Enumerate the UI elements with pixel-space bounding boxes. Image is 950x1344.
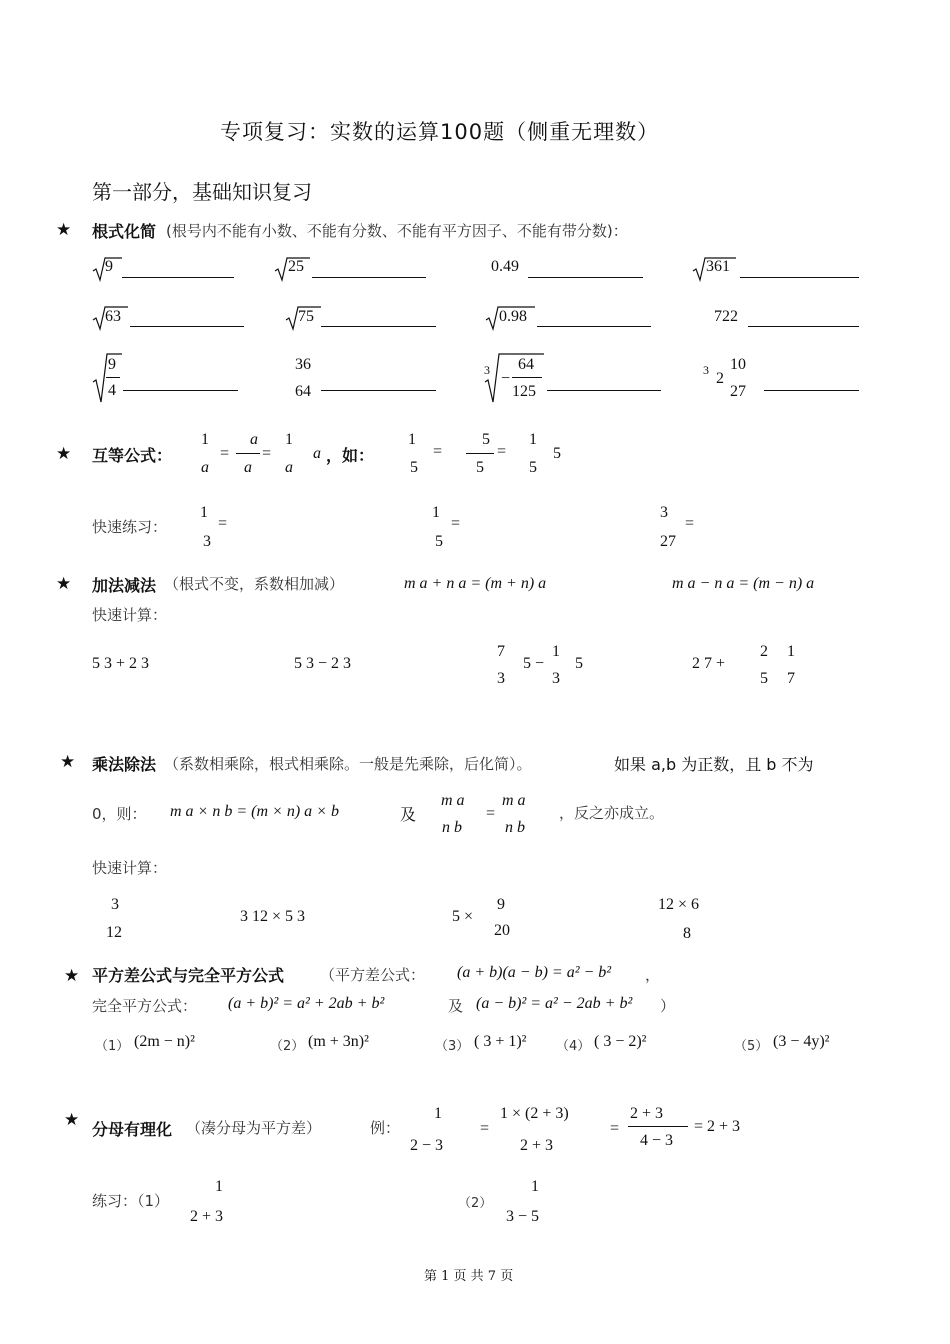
equals-sign: = bbox=[685, 515, 695, 532]
fraction-numerator: 1 × (2 + 3) bbox=[500, 1105, 569, 1122]
fraction-bar bbox=[466, 453, 494, 454]
fraction-denominator: 4 − 3 bbox=[640, 1132, 674, 1149]
equals-sign: = bbox=[451, 515, 461, 532]
quick-calc-label: 快速计算： bbox=[92, 859, 168, 877]
example-label: ，如： bbox=[326, 446, 375, 465]
section-note-square: （平方差公式： bbox=[320, 966, 426, 984]
exercise: (2m − n)² bbox=[134, 1033, 195, 1050]
radicand: 5 bbox=[575, 655, 583, 672]
fraction-numerator: 1 bbox=[787, 643, 795, 660]
answer-blank[interactable] bbox=[537, 326, 651, 327]
fraction-numerator: 1 bbox=[552, 643, 560, 660]
item-number: （5） bbox=[734, 1039, 769, 1054]
item-number: （4） bbox=[556, 1039, 591, 1054]
section-heading-add: 加法减法 bbox=[92, 576, 157, 595]
fraction-denominator: a bbox=[244, 459, 252, 476]
exercise: 3 12 × 5 3 bbox=[240, 908, 306, 925]
exercise: ( 3 − 2)² bbox=[594, 1033, 647, 1050]
fraction-bar bbox=[628, 1126, 688, 1127]
exercise-mid: 12 × 6 bbox=[658, 896, 700, 913]
fraction-numerator: 2 + 3 bbox=[630, 1105, 664, 1122]
page-title: 专项复习：实数的运算100题（侧重无理数） bbox=[220, 120, 660, 144]
fraction-numerator: 10 bbox=[730, 356, 746, 373]
radicand: 7 bbox=[787, 670, 795, 687]
exercise-mid: 2 7 + bbox=[692, 655, 726, 672]
fraction-numerator: 1 bbox=[408, 431, 416, 448]
fraction-denominator: 4 bbox=[108, 382, 116, 399]
equals-sign: = bbox=[497, 443, 507, 460]
formula-square-minus: (a − b)² = a² − 2ab + b² bbox=[476, 995, 633, 1012]
exercise: ( 3 + 1)² bbox=[474, 1033, 527, 1050]
part-heading: 第一部分，基础知识复习 bbox=[92, 180, 312, 204]
fraction-numerator: 9 bbox=[108, 356, 116, 373]
answer-blank[interactable] bbox=[321, 390, 436, 391]
fraction-denominator: 3 bbox=[203, 533, 211, 550]
answer-blank[interactable] bbox=[130, 326, 244, 327]
fraction-denominator: 5 bbox=[476, 459, 484, 476]
fraction-denominator: 64 bbox=[295, 383, 311, 400]
section-heading-simplify: 根式化简 bbox=[92, 222, 157, 241]
exercise: 5 3 − 2 3 bbox=[294, 655, 352, 672]
radicand: 0.98 bbox=[499, 308, 527, 325]
fraction-numerator: m a bbox=[502, 792, 526, 809]
condition-text: 如果 a,b 为正数，且 b 不为 bbox=[614, 755, 814, 774]
star-icon: ★ bbox=[64, 1110, 80, 1130]
exercise: 5 3 + 2 3 bbox=[92, 655, 150, 672]
radicand: 75 bbox=[298, 308, 314, 325]
exercise-mid: 5 − bbox=[523, 655, 545, 672]
radicand: 63 bbox=[105, 308, 121, 325]
fraction-numerator: 2 bbox=[760, 643, 768, 660]
fraction-bar bbox=[236, 453, 260, 454]
fraction-denominator: n b bbox=[505, 819, 525, 836]
fraction-denominator: 12 bbox=[106, 924, 122, 941]
fraction-denominator: 5 bbox=[410, 459, 418, 476]
section-heading-multiply: 乘法除法 bbox=[92, 755, 157, 774]
quick-calc-label: 快速计算： bbox=[92, 606, 168, 624]
and-label: 及 bbox=[400, 805, 417, 824]
punctuation: ） bbox=[660, 997, 676, 1015]
formula-square-plus: (a + b)² = a² + 2ab + b² bbox=[228, 995, 385, 1012]
result: = 2 + 3 bbox=[694, 1118, 741, 1135]
item-number: （2） bbox=[458, 1196, 493, 1211]
radicand: 9 bbox=[105, 258, 113, 275]
perfect-square-label: 完全平方公式： bbox=[92, 997, 198, 1015]
root-index: 3 bbox=[703, 363, 709, 377]
fraction-numerator: 3 bbox=[111, 896, 119, 913]
answer-blank[interactable] bbox=[748, 326, 859, 327]
radicand: 722 bbox=[714, 308, 738, 325]
equals-sign: = bbox=[480, 1120, 490, 1137]
fraction-numerator: 3 bbox=[660, 504, 668, 521]
fraction-denominator: a bbox=[285, 459, 293, 476]
page-footer: 第 1 页 共 7 页 bbox=[424, 1269, 514, 1284]
fraction-denominator: 5 bbox=[435, 533, 443, 550]
and-label: 及 bbox=[448, 997, 464, 1015]
answer-blank[interactable] bbox=[528, 277, 643, 278]
formula-diff-squares: (a + b)(a − b) = a² − b² bbox=[457, 964, 612, 981]
star-icon: ★ bbox=[56, 444, 72, 464]
condition-text-2: 0，则： bbox=[92, 805, 147, 823]
equals-sign: = bbox=[486, 805, 496, 822]
fraction-numerator: m a bbox=[441, 792, 465, 809]
answer-blank[interactable] bbox=[547, 390, 661, 391]
fraction-numerator: 1 bbox=[285, 431, 293, 448]
practice-label: 练习：（1） bbox=[92, 1192, 170, 1210]
radicand: 361 bbox=[706, 258, 730, 275]
section-note-simplify: (根号内不能有小数、不能有分数、不能有平方因子、不能有带分数)： bbox=[166, 222, 628, 240]
fraction-denominator: 27 bbox=[660, 533, 676, 550]
star-icon: ★ bbox=[60, 752, 76, 772]
fraction-denominator: 27 bbox=[730, 383, 746, 400]
fraction-bar bbox=[106, 377, 120, 378]
minus-sign: − bbox=[501, 370, 511, 387]
exercise: (m + 3n)² bbox=[308, 1033, 369, 1050]
radicand: a bbox=[313, 445, 321, 462]
item-number: （1） bbox=[95, 1039, 130, 1054]
exercise-mid: 5 × bbox=[452, 908, 474, 925]
fraction-denominator: 20 bbox=[494, 922, 510, 939]
mixed-whole: 2 bbox=[716, 370, 724, 387]
quick-practice-label: 快速练习： bbox=[92, 518, 168, 536]
fraction-denominator: 2 + 3 bbox=[190, 1208, 224, 1225]
fraction-denominator: 2 − 3 bbox=[410, 1137, 444, 1154]
fraction-numerator: 64 bbox=[518, 356, 534, 373]
fraction-numerator: 36 bbox=[295, 356, 311, 373]
fraction-bar bbox=[512, 377, 542, 378]
fraction-denominator: 2 + 3 bbox=[520, 1137, 554, 1154]
answer-blank[interactable] bbox=[764, 390, 859, 391]
fraction-numerator: 1 bbox=[529, 431, 537, 448]
example-label: 例： bbox=[370, 1119, 401, 1137]
fraction-denominator: 5 bbox=[529, 459, 537, 476]
section-note-rationalize: （凑分母为平方差） bbox=[186, 1119, 322, 1137]
answer-blank[interactable] bbox=[123, 390, 238, 391]
equals-sign: = bbox=[262, 445, 272, 462]
fraction-numerator: 1 bbox=[434, 1105, 442, 1122]
fraction-numerator: 1 bbox=[432, 504, 440, 521]
fraction-numerator: 7 bbox=[497, 643, 505, 660]
fraction-numerator: 1 bbox=[531, 1178, 539, 1195]
fraction-numerator: a bbox=[250, 431, 258, 448]
item-number: （2） bbox=[270, 1039, 305, 1054]
fraction-denominator: 125 bbox=[512, 383, 536, 400]
punctuation: ， bbox=[645, 966, 661, 984]
answer-blank[interactable] bbox=[312, 277, 426, 278]
fraction-numerator: 1 bbox=[201, 431, 209, 448]
formula-add: m a + n a = (m + n) a bbox=[404, 575, 547, 592]
fraction-denominator: 3 − 5 bbox=[506, 1208, 540, 1225]
fraction-denominator: 5 bbox=[760, 670, 768, 687]
fraction-numerator: 1 bbox=[215, 1178, 223, 1195]
star-icon: ★ bbox=[56, 220, 72, 240]
radicand: 5 bbox=[553, 445, 561, 462]
answer-blank[interactable] bbox=[321, 326, 436, 327]
formula-multiply: m a × n b = (m × n) a × b bbox=[170, 803, 339, 820]
answer-blank[interactable] bbox=[740, 277, 859, 278]
fraction-numerator: 9 bbox=[497, 896, 505, 913]
sqrt-symbol bbox=[92, 352, 122, 404]
star-icon: ★ bbox=[64, 966, 80, 986]
section-note-multiply: （系数相乘除，根式相乘除。一般是先乘除，后化简）。 bbox=[164, 755, 532, 773]
section-heading-rationalize: 分母有理化 bbox=[92, 1120, 173, 1139]
fraction-denominator: a bbox=[201, 459, 209, 476]
converse-text: ，反之亦成立。 bbox=[559, 804, 665, 822]
item-number: （3） bbox=[435, 1039, 470, 1054]
answer-blank[interactable] bbox=[122, 277, 234, 278]
fraction-denominator: 3 bbox=[552, 670, 560, 687]
fraction-numerator: 5 bbox=[482, 431, 490, 448]
section-heading-equal: 互等公式： bbox=[92, 446, 173, 465]
fraction-numerator: 1 bbox=[200, 504, 208, 521]
section-heading-square: 平方差公式与完全平方公式 bbox=[92, 966, 285, 985]
radicand: 0.49 bbox=[491, 258, 519, 275]
star-icon: ★ bbox=[56, 574, 72, 594]
fraction-denominator: 8 bbox=[683, 925, 691, 942]
fraction-denominator: 3 bbox=[497, 670, 505, 687]
equals-sign: = bbox=[220, 445, 230, 462]
equals-sign: = bbox=[610, 1120, 620, 1137]
section-note-add: （根式不变，系数相加减） bbox=[164, 575, 345, 593]
equals-sign: = bbox=[218, 515, 228, 532]
root-index: 3 bbox=[484, 363, 490, 377]
formula-subtract: m a − n a = (m − n) a bbox=[672, 575, 815, 592]
exercise: (3 − 4y)² bbox=[773, 1033, 830, 1050]
fraction-denominator: n b bbox=[442, 819, 462, 836]
equals-sign: = bbox=[433, 443, 443, 460]
radicand: 25 bbox=[288, 258, 304, 275]
